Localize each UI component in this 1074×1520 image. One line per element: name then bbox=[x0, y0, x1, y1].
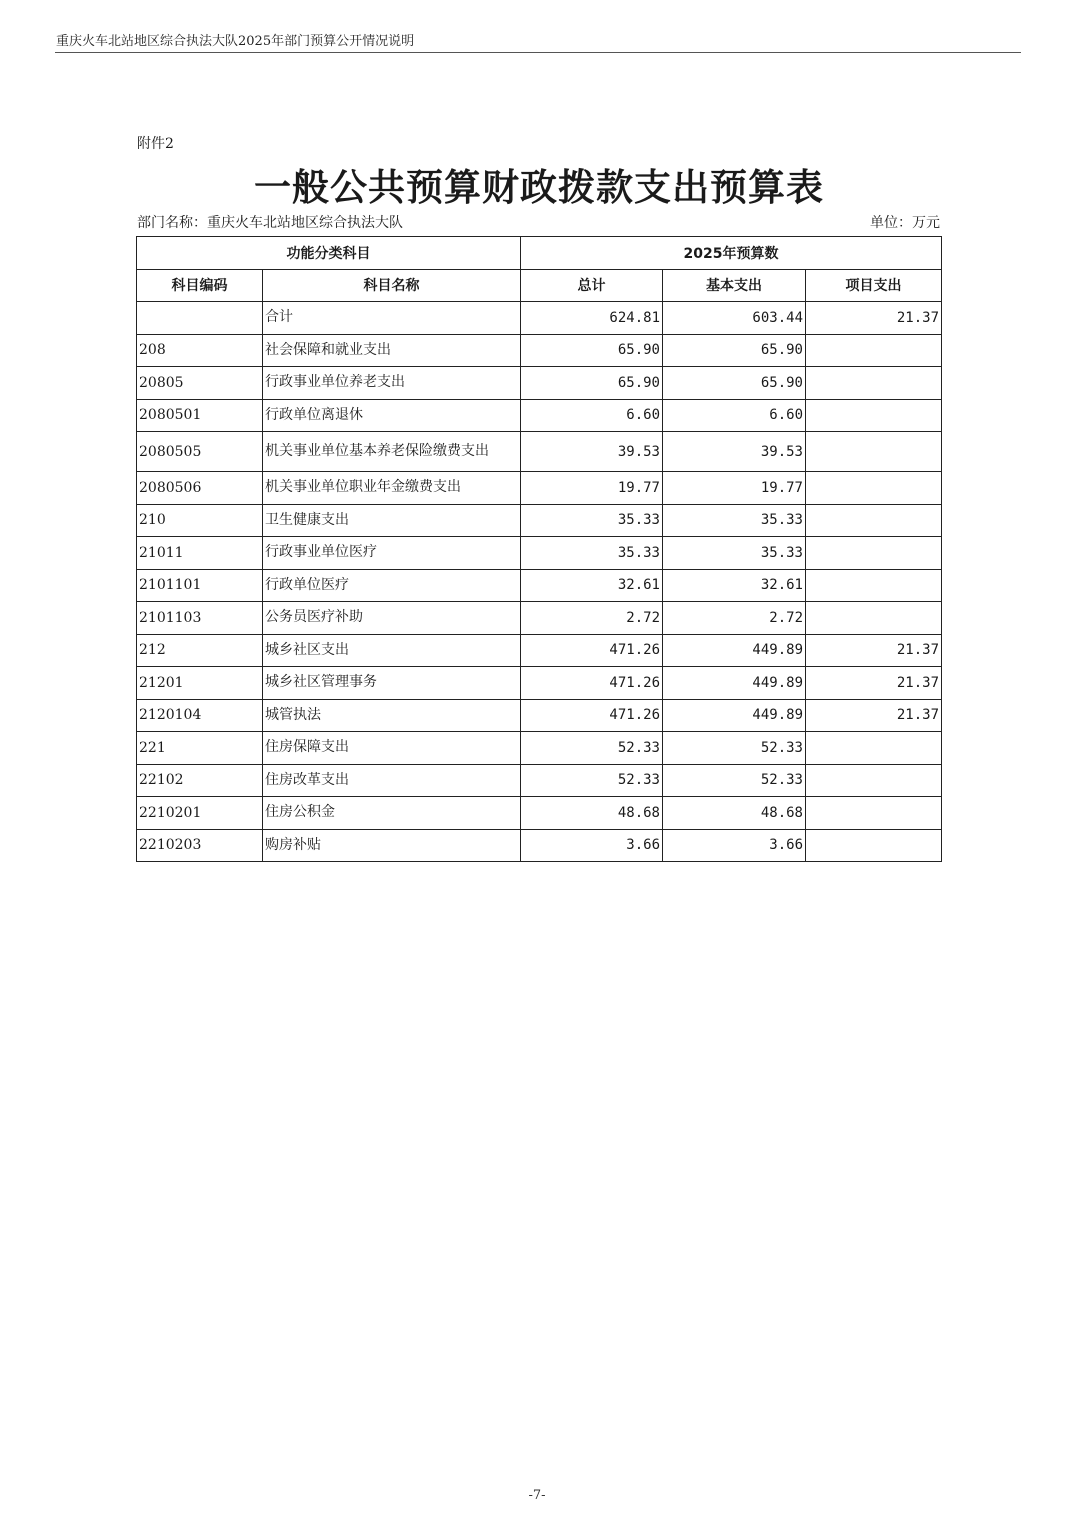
table-row bbox=[137, 634, 942, 667]
total-cell: 2.72 bbox=[521, 602, 663, 635]
table-row bbox=[137, 667, 942, 700]
project-cell bbox=[806, 432, 942, 472]
project-cell bbox=[806, 504, 942, 537]
name-cell: 行政事业单位养老支出 bbox=[263, 367, 521, 400]
project-cell bbox=[806, 367, 942, 400]
total-cell: 32.61 bbox=[521, 569, 663, 602]
name-cell: 住房改革支出 bbox=[263, 764, 521, 797]
table-row bbox=[137, 537, 942, 570]
column-header-basic: 基本支出 bbox=[663, 269, 806, 302]
code-cell: 20805 bbox=[137, 367, 263, 400]
table-row bbox=[137, 367, 942, 400]
name-cell: 卫生健康支出 bbox=[263, 504, 521, 537]
column-header-project: 项目支出 bbox=[806, 269, 942, 302]
basic-cell: 52.33 bbox=[663, 764, 806, 797]
project-cell bbox=[806, 569, 942, 602]
code-cell bbox=[137, 302, 263, 335]
project-cell bbox=[806, 829, 942, 862]
table-row bbox=[137, 602, 942, 635]
name-cell: 购房补贴 bbox=[263, 829, 521, 862]
page-title: 一般公共预算财政拨款支出预算表 bbox=[254, 166, 824, 209]
project-cell bbox=[806, 472, 942, 505]
project-cell bbox=[806, 602, 942, 635]
project-cell bbox=[806, 399, 942, 432]
code-cell: 2210203 bbox=[137, 829, 263, 862]
total-cell: 471.26 bbox=[521, 634, 663, 667]
table-column-header-row bbox=[137, 269, 942, 302]
total-cell: 48.68 bbox=[521, 797, 663, 830]
column-header-name: 科目名称 bbox=[263, 269, 521, 302]
running-header: 重庆火车北站地区综合执法大队2025年部门预算公开情况说明 bbox=[56, 34, 415, 49]
column-header-code: 科目编码 bbox=[137, 269, 263, 302]
page-number: -7- bbox=[528, 1488, 546, 1503]
table-row bbox=[137, 569, 942, 602]
basic-cell: 65.90 bbox=[663, 367, 806, 400]
total-cell: 3.66 bbox=[521, 829, 663, 862]
code-cell: 22102 bbox=[137, 764, 263, 797]
total-cell: 35.33 bbox=[521, 537, 663, 570]
header-divider bbox=[55, 52, 1021, 53]
budget-year-header: 2025年预算数 bbox=[521, 237, 942, 270]
code-cell: 2080505 bbox=[137, 432, 263, 472]
basic-cell: 449.89 bbox=[663, 634, 806, 667]
project-cell: 21.37 bbox=[806, 699, 942, 732]
name-cell: 行政单位离退休 bbox=[263, 399, 521, 432]
code-cell: 2080506 bbox=[137, 472, 263, 505]
total-cell: 471.26 bbox=[521, 667, 663, 700]
name-cell: 住房公积金 bbox=[263, 797, 521, 830]
total-cell: 624.81 bbox=[521, 302, 663, 335]
name-cell: 城乡社区管理事务 bbox=[263, 667, 521, 700]
basic-cell: 449.89 bbox=[663, 667, 806, 700]
basic-cell: 48.68 bbox=[663, 797, 806, 830]
code-cell: 208 bbox=[137, 334, 263, 367]
column-header-total: 总计 bbox=[521, 269, 663, 302]
basic-cell: 19.77 bbox=[663, 472, 806, 505]
table-row bbox=[137, 302, 942, 335]
table-group-header-row bbox=[137, 237, 942, 270]
basic-cell: 39.53 bbox=[663, 432, 806, 472]
table-row bbox=[137, 504, 942, 537]
total-cell: 52.33 bbox=[521, 764, 663, 797]
name-cell: 机关事业单位职业年金缴费支出 bbox=[263, 472, 521, 505]
total-cell: 471.26 bbox=[521, 699, 663, 732]
total-cell: 35.33 bbox=[521, 504, 663, 537]
name-cell: 行政单位医疗 bbox=[263, 569, 521, 602]
table-row bbox=[137, 334, 942, 367]
name-cell: 住房保障支出 bbox=[263, 732, 521, 765]
basic-cell: 65.90 bbox=[663, 334, 806, 367]
basic-cell: 603.44 bbox=[663, 302, 806, 335]
code-cell: 2101101 bbox=[137, 569, 263, 602]
code-cell: 2080501 bbox=[137, 399, 263, 432]
table-row bbox=[137, 764, 942, 797]
basic-cell: 6.60 bbox=[663, 399, 806, 432]
code-cell: 2120104 bbox=[137, 699, 263, 732]
name-cell: 机关事业单位基本养老保险缴费支出 bbox=[263, 432, 521, 472]
basic-cell: 35.33 bbox=[663, 537, 806, 570]
table-row bbox=[137, 432, 942, 472]
code-cell: 221 bbox=[137, 732, 263, 765]
code-cell: 21201 bbox=[137, 667, 263, 700]
table-row bbox=[137, 829, 942, 862]
project-cell: 21.37 bbox=[806, 667, 942, 700]
total-cell: 65.90 bbox=[521, 367, 663, 400]
code-cell: 2210201 bbox=[137, 797, 263, 830]
functional-category-header: 功能分类科目 bbox=[137, 237, 521, 270]
project-cell: 21.37 bbox=[806, 302, 942, 335]
code-cell: 210 bbox=[137, 504, 263, 537]
total-cell: 19.77 bbox=[521, 472, 663, 505]
project-cell bbox=[806, 537, 942, 570]
name-cell: 社会保障和就业支出 bbox=[263, 334, 521, 367]
table-row bbox=[137, 472, 942, 505]
department-name: 部门名称：重庆火车北站地区综合执法大队 bbox=[137, 215, 403, 231]
name-cell: 合计 bbox=[263, 302, 521, 335]
basic-cell: 2.72 bbox=[663, 602, 806, 635]
project-cell: 21.37 bbox=[806, 634, 942, 667]
project-cell bbox=[806, 334, 942, 367]
table-row bbox=[137, 399, 942, 432]
code-cell: 2101103 bbox=[137, 602, 263, 635]
table-row bbox=[137, 699, 942, 732]
project-cell bbox=[806, 764, 942, 797]
basic-cell: 3.66 bbox=[663, 829, 806, 862]
project-cell bbox=[806, 732, 942, 765]
basic-cell: 52.33 bbox=[663, 732, 806, 765]
name-cell: 行政事业单位医疗 bbox=[263, 537, 521, 570]
name-cell: 公务员医疗补助 bbox=[263, 602, 521, 635]
total-cell: 6.60 bbox=[521, 399, 663, 432]
name-cell: 城乡社区支出 bbox=[263, 634, 521, 667]
total-cell: 39.53 bbox=[521, 432, 663, 472]
basic-cell: 35.33 bbox=[663, 504, 806, 537]
table-row bbox=[137, 797, 942, 830]
budget-table-body bbox=[137, 302, 942, 862]
basic-cell: 449.89 bbox=[663, 699, 806, 732]
project-cell bbox=[806, 797, 942, 830]
code-cell: 212 bbox=[137, 634, 263, 667]
total-cell: 52.33 bbox=[521, 732, 663, 765]
total-cell: 65.90 bbox=[521, 334, 663, 367]
unit-label: 单位：万元 bbox=[870, 215, 940, 231]
budget-table bbox=[136, 236, 942, 862]
basic-cell: 32.61 bbox=[663, 569, 806, 602]
attachment-label: 附件2 bbox=[137, 136, 174, 152]
table-row bbox=[137, 732, 942, 765]
code-cell: 21011 bbox=[137, 537, 263, 570]
name-cell: 城管执法 bbox=[263, 699, 521, 732]
